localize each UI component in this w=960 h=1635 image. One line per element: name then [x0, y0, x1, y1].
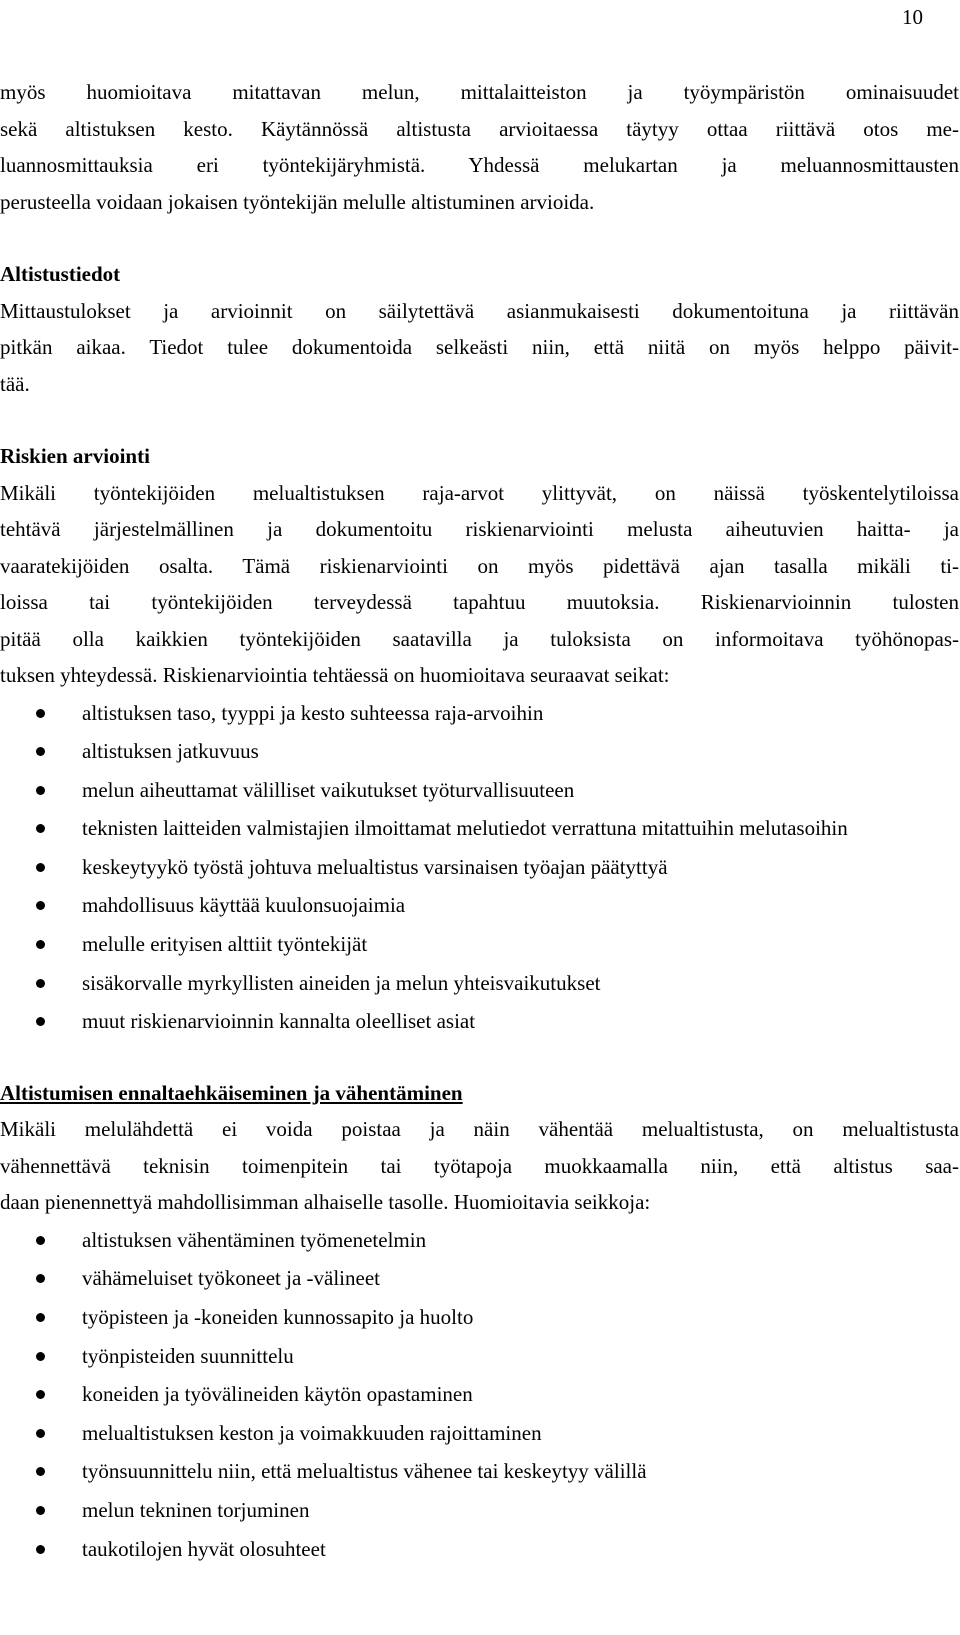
bullet-icon	[36, 824, 45, 833]
section-altistustiedot	[0, 256, 959, 402]
section-heading: Altistustiedot	[0, 262, 121, 286]
bullet-icon	[36, 1467, 45, 1476]
section-heading: Riskien arviointi	[0, 444, 150, 468]
risk-factors-list	[0, 694, 959, 1041]
list-item: altistuksen vähentäminen työmenetelmin	[0, 1221, 959, 1260]
page-number: 10	[902, 5, 923, 29]
list-item: melulle erityisen alttiit työntekijät	[0, 925, 959, 964]
paragraph-line: Mittaustulokset ja arvioinnit on säilytettävä asianmukaisesti dokumentoituna ja riittävän	[0, 298, 959, 323]
bullet-icon	[36, 940, 45, 949]
list-item: teknisten laitteiden valmistajien ilmoittamat melutiedot verrattuna mitattuihin melutasoihin	[0, 809, 959, 848]
bullet-icon	[36, 901, 45, 910]
paragraph-line: tää.	[0, 371, 30, 396]
section-ennaltaehkaiseminen	[0, 1075, 959, 1568]
list-item: mahdollisuus käyttää kuulonsuojaimia	[0, 886, 959, 925]
paragraph-line: vähennettävä teknisin toimenpitein tai työtapoja muokkaamalla niin, että altistus saa-	[0, 1153, 959, 1178]
section-heading: Altistumisen ennaltaehkäiseminen ja vähentäminen	[0, 1080, 463, 1105]
bullet-icon	[36, 747, 45, 756]
bullet-icon	[36, 709, 45, 718]
paragraph-line: daan pienennettyä mahdollisimman alhaiselle tasolle. Huomioitavia seikkoja:	[0, 1190, 651, 1215]
list-item: keskeytyykö työstä johtuva melualtistus varsinaisen työajan päätyttyä	[0, 848, 959, 887]
bullet-icon	[36, 1313, 45, 1322]
bullet-icon	[36, 786, 45, 795]
bullet-icon	[36, 863, 45, 872]
bullet-icon	[36, 1017, 45, 1026]
paragraph-line: pitkän aikaa. Tiedot tulee dokumentoida selkeästi niin, että niitä on myös helppo päivit-	[0, 335, 959, 359]
list-item: altistuksen jatkuvuus	[0, 732, 959, 771]
list-item: vähämeluiset työkoneet ja -välineet	[0, 1259, 959, 1298]
section-spacer	[0, 402, 959, 438]
list-item: altistuksen taso, tyyppi ja kesto suhteessa raja-arvoihin	[0, 694, 959, 733]
bullet-icon	[36, 979, 45, 988]
list-item: melun aiheuttamat välilliset vaikutukset työturvallisuuteen	[0, 771, 959, 810]
bullet-icon	[36, 1506, 45, 1515]
paragraph-line: tehtävä järjestelmällinen ja dokumentoitu riskienarviointi melusta aiheutuvien haitta- ja	[0, 517, 959, 541]
bullet-icon	[36, 1545, 45, 1554]
paragraph-line: perusteella voidaan jokaisen työntekijän melulle altistuminen arvioida.	[0, 189, 595, 214]
list-item: koneiden ja työvälineiden käytön opastaminen	[0, 1375, 959, 1414]
paragraph-line: vaaratekijöiden osalta. Tämä riskienarviointi on myös pidettävä ajan tasalla mikäli ti-	[0, 553, 959, 578]
bullet-icon	[36, 1429, 45, 1438]
list-item: työnsuunnittelu niin, että melualtistus vähenee tai keskeytyy välillä	[0, 1452, 959, 1491]
section-spacer	[0, 1041, 959, 1075]
intro-paragraph	[0, 74, 959, 220]
list-item: melun tekninen torjuminen	[0, 1491, 959, 1530]
section-spacer	[0, 220, 959, 256]
paragraph-line: pitää olla kaikkien työntekijöiden saatavilla ja tuloksista on informoitava työhönopas-	[0, 626, 959, 651]
bullet-icon	[36, 1274, 45, 1283]
paragraph-line: tuksen yhteydessä. Riskienarviointia tehtäessä on huomioitava seuraavat seikat:	[0, 663, 670, 687]
paragraph-line: loissa tai työntekijöiden terveydessä tapahtuu muutoksia. Riskienarvioinnin tulosten	[0, 590, 959, 614]
list-item: taukotilojen hyvät olosuhteet	[0, 1530, 959, 1569]
bullet-icon	[36, 1236, 45, 1245]
bullet-icon	[36, 1352, 45, 1361]
bullet-icon	[36, 1390, 45, 1399]
paragraph-line: luannosmittauksia eri työntekijäryhmistä. Yhdessä melukartan ja meluannosmittausten	[0, 153, 959, 177]
prevention-measures-list	[0, 1221, 959, 1568]
list-item: sisäkorvalle myrkyllisten aineiden ja melun yhteisvaikutukset	[0, 964, 959, 1003]
paragraph-line: Mikäli työntekijöiden melualtistuksen raja-arvot ylittyvät, on näissä työskentelytiloissa	[0, 480, 959, 505]
document-body	[0, 74, 959, 1568]
list-item: työnpisteiden suunnittelu	[0, 1337, 959, 1376]
list-item: työpisteen ja -koneiden kunnossapito ja huolto	[0, 1298, 959, 1337]
paragraph-line: Mikäli melulähdettä ei voida poistaa ja näin vähentää melualtistusta, on melualtistusta	[0, 1117, 959, 1142]
paragraph-line: sekä altistuksen kesto. Käytännössä altistusta arvioitaessa täytyy ottaa riittävä otos me-	[0, 116, 959, 141]
paragraph-line: myös huomioitava mitattavan melun, mittalaitteiston ja työympäristön ominaisuudet	[0, 80, 959, 104]
section-riskien-arviointi	[0, 438, 959, 1041]
list-item: melualtistuksen keston ja voimakkuuden rajoittaminen	[0, 1414, 959, 1453]
list-item: muut riskienarvioinnin kannalta oleelliset asiat	[0, 1002, 959, 1041]
